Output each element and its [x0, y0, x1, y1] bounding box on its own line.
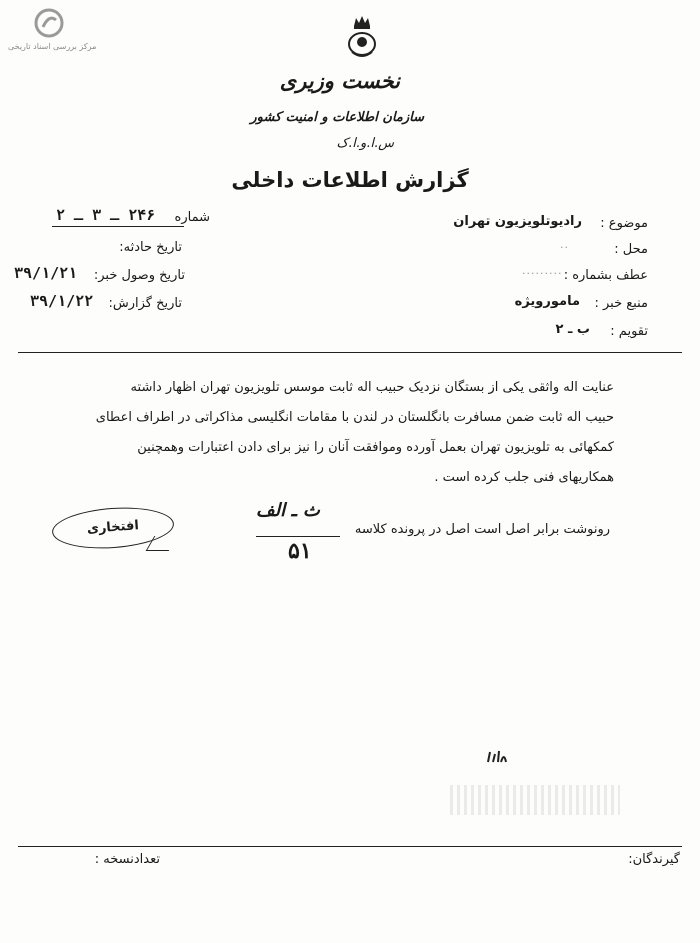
letterhead-organization: سازمان اطلاعات و امنیت کشور	[250, 110, 424, 125]
document-title: گزارش اطلاعات داخلی	[231, 168, 469, 192]
copies-label: تعدادنسخه :	[94, 852, 160, 867]
incident-date-label: تاریخ حادثه:	[119, 240, 182, 255]
archive-logo-icon	[34, 8, 64, 38]
copy-note: رونوشت برابر اصل است اصل در پرونده کلاسه	[354, 522, 610, 537]
received-date-value: ۳۹/۱/۲۱	[14, 264, 78, 282]
number-value: ۲۴۶ ـ ۳ ـ ۲	[56, 206, 156, 224]
assessment-label: تقویم :	[610, 324, 648, 339]
signature-mark-icon	[486, 748, 508, 766]
handwritten-file-code: ث ـ الف	[256, 500, 320, 521]
subject-value: رادیوتلویزیون تهران	[453, 214, 582, 229]
source-label: منبع خبر :	[594, 296, 648, 311]
watermark-text: مرکز بررسی اسناد تاریخی	[8, 42, 97, 51]
location-label: محل :	[614, 242, 648, 257]
report-body	[74, 373, 614, 493]
body-line: کمکهائی به تلویزیون تهران بعمل آورده وموافقت آنان را نیز برای دادن اعتبارات وهمچنین	[137, 440, 614, 455]
subject-label: موضوع :	[600, 216, 648, 231]
document-page: مرکز بررسی اسناد تاریخی نخست وزیری سازمان اطلاعات و امنیت کشور س.ا.و.ا.ک گزارش اطلاعات داخلی شماره ۲۴۶ ـ ۳ ـ ۲ تاریخ حادثه: تاریخ وصول خبر: ۳۹/۱/۲۱ تاریخ گزارش: ۳۹/۱/۲۲ موضوع : رادیوتلویزیون تهران محل : .. عطف بشماره : ......... منبع خبر : مامورویژه تقویم : ب ـ ۲ عنایت اله واثقی یکی از بستگان نزدیک حبیب اله ثابت موسس تلویزیون تهران اظهار داشته حبیب اله ثابت ضمن مسافرت بانگلستان در لندن با مقامات انگلیسی مذاکراتی در اطراف اعطای کمکهائی به تلویزیون تهران بعمل آورده وموافقت آنان را نیز برای دادن اعتبارات وهمچنین همکاریهای فنی جلب کرده است . افتخاری رونوشت برابر اصل است اصل در پرونده کلاسه ث ـ الف ۵۱ گیرندگان: تعدادنسخه :	[0, 0, 700, 943]
seal-stamp: افتخاری	[51, 504, 175, 552]
letterhead-abbreviation: س.ا.و.ا.ک	[336, 136, 394, 151]
report-date-label: تاریخ گزارش:	[108, 296, 182, 311]
reference-label: عطف بشماره :	[563, 268, 648, 283]
source-value: مامورویژه	[514, 294, 580, 309]
received-date-label: تاریخ وصول خبر:	[93, 268, 185, 283]
body-line: همکاریهای فنی جلب کرده است .	[434, 470, 614, 485]
redacted-signature-area	[450, 785, 620, 815]
lion-and-sun-crown-emblem-icon	[344, 14, 380, 60]
number-label: شماره	[174, 210, 210, 225]
body-line: عنایت اله واثقی یکی از بستگان نزدیک حبیب اله ثابت موسس تلویزیون تهران اظهار داشته	[130, 380, 614, 395]
recipients-label: گیرندگان:	[628, 852, 680, 867]
letterhead-ministry: نخست وزیری	[279, 68, 400, 93]
handwritten-file-number: ۵۱	[288, 538, 312, 564]
body-line: حبیب اله ثابت ضمن مسافرت بانگلستان در لندن با مقامات انگلیسی مذاکراتی در اطراف اعطای	[95, 410, 614, 425]
assessment-value: ب ـ ۲	[555, 322, 590, 337]
report-date-value: ۳۹/۱/۲۲	[30, 292, 94, 310]
